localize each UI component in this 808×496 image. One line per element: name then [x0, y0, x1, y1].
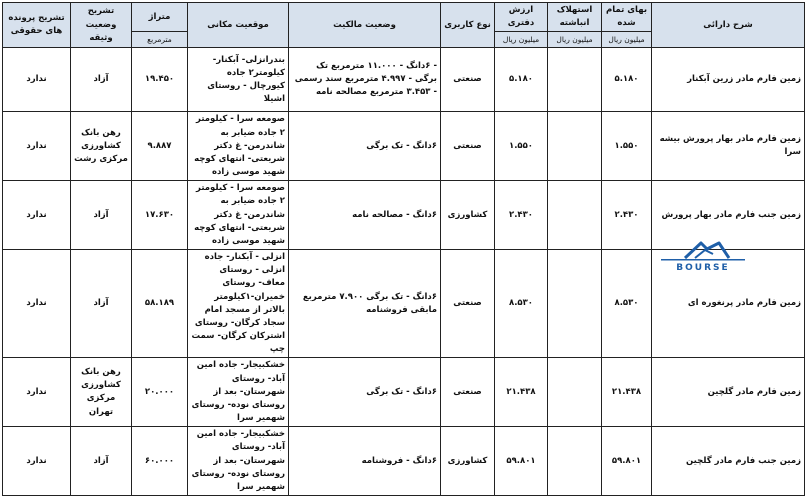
ownership-status: ۶دانگ - فروشنامه — [289, 427, 441, 496]
collateral-status: آزاد — [71, 48, 132, 112]
unit-total-cost: میلیون ریال — [602, 32, 652, 48]
collateral-status: رهن بانک کشاورزی مرکزی تهران — [71, 358, 132, 427]
header-area: متراژ — [132, 3, 188, 32]
book-value: ۱.۵۵۰ — [495, 112, 548, 181]
ownership-status: ۶دانگ - مصالحه نامه — [289, 181, 441, 250]
usage-type: صنعتی — [441, 358, 495, 427]
book-value: ۵.۱۸۰ — [495, 48, 548, 112]
area: ۵۸.۱۸۹ — [132, 250, 188, 358]
usage-type: صنعتی — [441, 250, 495, 358]
header-ownership-status: وضعیت مالکیت — [289, 3, 441, 48]
location: صومعه سرا - کیلومتر ۲ جاده ضیابر به شاندرمن- غ دکتر شریعتی- انتهای کوچه شهید موسی زاده — [188, 181, 289, 250]
usage-type: کشاورزی — [441, 427, 495, 496]
accumulated-depreciation — [548, 48, 602, 112]
book-value: ۵۹.۸۰۱ — [495, 427, 548, 496]
asset-description: زمین جنب فارم مادر بهار پرورش — [652, 181, 805, 250]
ownership-status: ۶دانگ - تک برگی ۷.۹۰۰ مترمربع مابقی فروشنامه — [289, 250, 441, 358]
location: انزلی - آبکنار- جاده انزلی - روستای معاف- روستای خمیران-۱کیلومتر بالاتر از مسجد امام سجاد کرگان- روستای اشترکان کرگان- سمت چپ — [188, 250, 289, 358]
total-cost: ۵۹.۸۰۱ — [602, 427, 652, 496]
asset-description: زمین فارم مادر بهار پرورش بیشه سرا — [652, 112, 805, 181]
legal-cases: ندارد — [3, 112, 71, 181]
header-usage-type: نوع کاربری — [441, 3, 495, 48]
ownership-status: ۶دانگ - تک برگی — [289, 358, 441, 427]
unit-book-value: میلیون ریال — [495, 32, 548, 48]
area: ۲۰.۰۰۰ — [132, 358, 188, 427]
bourse-logo — [655, 240, 751, 274]
location: صومعه سرا - کیلومتر ۲ جاده ضیابر به شاندرمن- غ دکتر شریعتی- انتهای کوچه شهید موسی زاده — [188, 112, 289, 181]
usage-type: کشاورزی — [441, 181, 495, 250]
location: خشکبیجار- جاده امین آباد- روستای شهرستان- بعد از روستای نوده- روستای شهمیر سرا — [188, 358, 289, 427]
total-cost: ۱.۵۵۰ — [602, 112, 652, 181]
header-total-cost: بهای تمام شده — [602, 3, 652, 32]
usage-type: صنعتی — [441, 48, 495, 112]
accumulated-depreciation — [548, 181, 602, 250]
ownership-status: ۶دانگ - تک برگی — [289, 112, 441, 181]
legal-cases: ندارد — [3, 181, 71, 250]
book-value: ۸.۵۳۰ — [495, 250, 548, 358]
unit-accumulated-depreciation: میلیون ریال — [548, 32, 602, 48]
legal-cases: ندارد — [3, 427, 71, 496]
table-row — [3, 112, 805, 181]
header-book-value: ارزش دفتری — [495, 3, 548, 32]
legal-cases: ندارد — [3, 358, 71, 427]
collateral-status: آزاد — [71, 250, 132, 358]
table-row — [3, 358, 805, 427]
header-collateral-status: تشریح وضعیت وثیقه — [71, 3, 132, 48]
header-location: موقعیت مکانی — [188, 3, 289, 48]
asset-description: زمین جنب فارم مادر گلچین — [652, 427, 805, 496]
collateral-status: آزاد — [71, 181, 132, 250]
bourse-logo-text: BOURSE — [676, 263, 730, 273]
area: ۱۷.۶۳۰ — [132, 181, 188, 250]
asset-description: زمین فارم مادر زرین آبکنار — [652, 48, 805, 112]
collateral-status: آزاد — [71, 427, 132, 496]
asset-description: زمین فارم مادر گلچین — [652, 358, 805, 427]
total-cost: ۸.۵۳۰ — [602, 250, 652, 358]
total-cost: ۵.۱۸۰ — [602, 48, 652, 112]
accumulated-depreciation — [548, 250, 602, 358]
legal-cases: ندارد — [3, 48, 71, 112]
total-cost: ۲۱.۴۳۸ — [602, 358, 652, 427]
accumulated-depreciation — [548, 358, 602, 427]
location: خشکبیجار- جاده امین آباد- روستای شهرستان- بعد از روستای نوده- روستای شهمیر سرا — [188, 427, 289, 496]
book-value: ۲۱.۴۳۸ — [495, 358, 548, 427]
collateral-status: رهن بانک کشاورزی مرکزی رشت — [71, 112, 132, 181]
accumulated-depreciation — [548, 112, 602, 181]
header-asset-description: شرح دارائی — [652, 3, 805, 48]
total-cost: ۲.۴۳۰ — [602, 181, 652, 250]
table-row — [3, 48, 805, 112]
table-row — [3, 427, 805, 496]
area: ۱۹.۴۵۰ — [132, 48, 188, 112]
ownership-status: - ۶دانگ - ۱۱.۰۰۰ مترمربع تک برگی - ۴.۹۹۷ مترمربع سند رسمی - ۳.۴۵۳ مترمربع مصالحه نامه — [289, 48, 441, 112]
asset-description: زمین فارم مادر پرنغوره ای — [652, 250, 805, 358]
accumulated-depreciation — [548, 427, 602, 496]
book-value: ۲.۴۳۰ — [495, 181, 548, 250]
area: ۹.۸۸۷ — [132, 112, 188, 181]
usage-type: صنعتی — [441, 112, 495, 181]
area: ۶۰.۰۰۰ — [132, 427, 188, 496]
unit-area: مترمربع — [132, 32, 188, 48]
header-legal-cases: تشریح پرونده های حقوقی — [3, 3, 71, 48]
legal-cases: ندارد — [3, 250, 71, 358]
location: بندرانزلی- آبکنار- کیلومتر۲ جاده کیورچال - روستای اشیلا — [188, 48, 289, 112]
header-accumulated-depreciation: استهلاک انباشته — [548, 3, 602, 32]
